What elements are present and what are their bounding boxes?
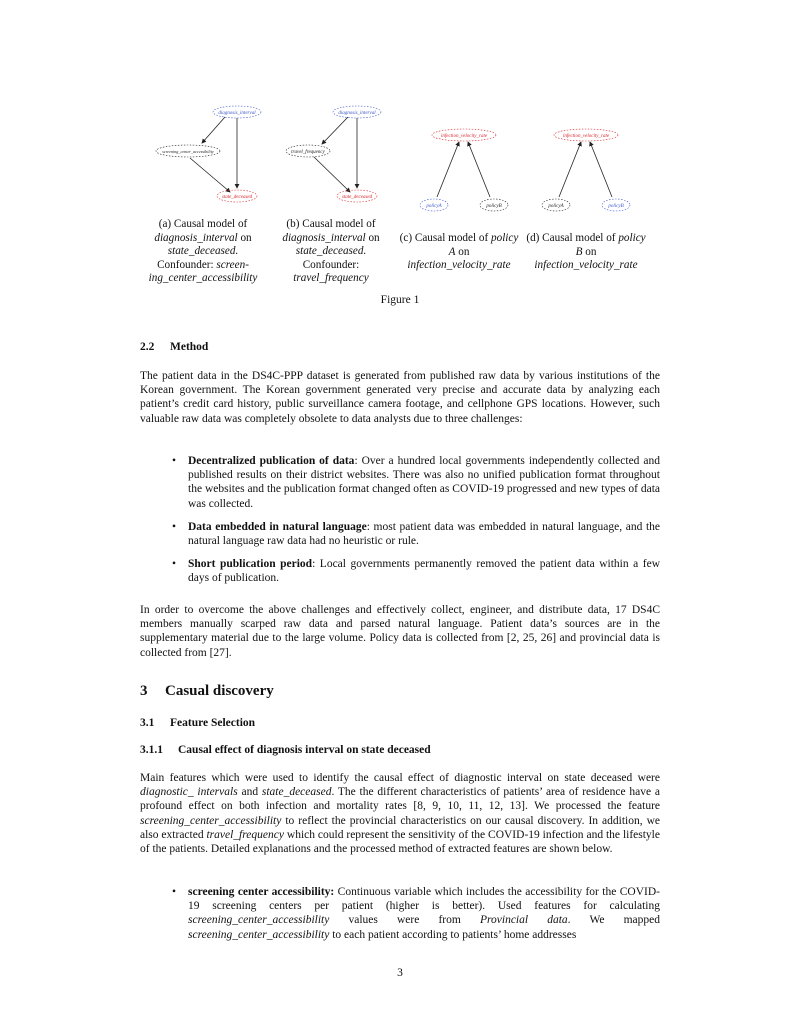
list-item (172, 520, 660, 548)
text-run: values were from (329, 914, 480, 927)
section-3-heading (140, 683, 274, 700)
section-3-1-heading (140, 717, 255, 729)
caption-d-line1 (522, 232, 650, 246)
section-number: 3.1 (140, 717, 155, 729)
text-run-italic: travel_frequency (206, 828, 284, 841)
caption-d-line2 (522, 246, 650, 260)
edge-left-top (559, 142, 581, 197)
challenge-list (172, 454, 660, 595)
node-left-label: screening_center_accessibility (162, 149, 214, 154)
diagram-d (534, 120, 644, 235)
section-number: 3.1.1 (140, 744, 163, 756)
caption-c-line2 (396, 246, 522, 260)
caption-b (276, 218, 386, 286)
text-run: and (237, 786, 262, 799)
caption-b-line2 (276, 232, 386, 246)
caption-d-line3: infection_velocity_rate (534, 259, 638, 272)
caption-c (396, 232, 522, 273)
node-bottom-label: state_deceased (221, 195, 253, 200)
caption-c-letter: A (448, 245, 456, 258)
node-top-label: diagnosis_interval (338, 111, 376, 116)
caption-d-letter: B (575, 245, 583, 258)
node-top-label: infection_velocity_rate (440, 134, 488, 139)
feature-list (172, 885, 660, 951)
caption-a-line2 (140, 232, 266, 246)
caption-d-prefix: (d) Causal model of (526, 232, 619, 244)
text-run: to each patient according to patients’ home addresses (329, 928, 577, 941)
section-title: Casual discovery (165, 683, 274, 699)
list-item (172, 454, 660, 511)
edge-left-top (202, 117, 225, 143)
bullet-bold: screening center accessibility: (188, 886, 335, 898)
section-title: Feature Selection (170, 717, 256, 729)
section-title: Method (170, 341, 209, 353)
edge-right-top (590, 142, 612, 197)
node-right-label: policyB (608, 204, 624, 209)
node-top-label: diagnosis_interval (218, 111, 256, 116)
edge-left-bottom (314, 157, 350, 192)
text-run: which could represent the sensitivity of the COVID-19 infection and the lifestyle of the patients. Detailed explanations and the processed method of extracted features are shown below. (140, 828, 660, 856)
text-run-italic: Provincial data (479, 914, 568, 927)
text-run-italic: screening_center_accessibility (140, 814, 282, 827)
text-run: to reflect the provincial characteristics on our causal discovery. In addition, we also extracted (140, 814, 660, 841)
diagram-b (280, 100, 400, 210)
caption-c-on: on (455, 245, 470, 258)
bullet-bold: Data embedded in natural language (188, 520, 367, 533)
caption-c-prefix: (c) Causal model of (399, 232, 491, 244)
node-left-label: policyA (426, 204, 442, 209)
caption-c-line3: infection_velocity_rate (407, 259, 511, 272)
node-left-label: travel_frequency (291, 150, 325, 155)
caption-b-line4: Confounder: (302, 258, 360, 271)
caption-a (140, 218, 266, 286)
edge-left-top (322, 117, 348, 144)
caption-a-line3: state_deceased. (167, 245, 239, 258)
caption-d-policy: policy (618, 232, 646, 244)
text-run-italic: screening_center_accessibility (188, 914, 330, 927)
caption-c-policy: policy (491, 232, 519, 244)
caption-a-line4 (140, 259, 266, 273)
diagram-a (150, 100, 270, 210)
diagram-b-svg (280, 100, 400, 210)
caption-a-on: on (237, 231, 252, 244)
caption-b-line1: (b) Causal model of (286, 218, 376, 230)
text-run: Continuous variable which includes the accessibility for the COVID-19 screening centers per patient (higher is better). Used features for calculating (188, 886, 660, 913)
bullet-text: : Over a hundred local governments independently collected and published results on their district websites. There was also no unified publication format throughout the websites and the publication format changed often as COVID-19 progressed and new types of data was collected. (188, 455, 660, 510)
bullet-dot: • (172, 558, 177, 571)
text-run: . We mapped (567, 914, 661, 927)
text-run: . The the different characteristics of patients’ area of residence have a profound effect on both infection and mortality rates [8, 9, 10, 11, 12, 13]. We processed the feature (140, 786, 660, 813)
edge-left-top (437, 142, 459, 197)
caption-c-line1 (396, 232, 522, 246)
caption-d (522, 232, 650, 273)
caption-a-screen: screen- (216, 258, 249, 271)
text-run: Main features which were used to identify the causal effect of diagnostic interval on state deceased were (140, 772, 660, 784)
bullet-text: : Local governments permanently removed the patient data within a few days of publication. (188, 558, 661, 585)
diagram-d-svg (534, 120, 644, 235)
caption-a-line1: (a) Causal model of (158, 218, 248, 230)
node-top-label: infection_velocity_rate (562, 134, 610, 139)
node-right-label: policyB (486, 204, 502, 209)
node-left-label: policyA (548, 204, 564, 209)
figure-title: Figure 1 (380, 294, 420, 306)
section-title: Causal effect of diagnosis interval on state deceased (178, 744, 431, 756)
section-2-2-closing: In order to overcome the above challenges and effectively collect, engineer, and distribute data, 17 DS4C members manually scarped raw data and parsed natural language. Patient data’s sources are in the supplementary material due to the large volume. Policy data is collected from [2, 25, 26] and provincial data is collected from [27]. (140, 604, 660, 659)
section-2-2-heading (140, 341, 208, 353)
bullet-dot: • (172, 520, 177, 533)
section-3-1-1-heading (140, 744, 431, 756)
caption-b-on: on (365, 231, 380, 244)
page-number: 3 (397, 967, 403, 979)
section-number: 3 (140, 683, 148, 699)
list-item (172, 885, 660, 942)
bullet-bold: Short publication period (188, 558, 313, 571)
caption-b-line3: state_deceased. (295, 245, 367, 258)
caption-b-var: diagnosis_interval (282, 231, 366, 244)
text-run-italic: state_deceased (261, 786, 332, 799)
list-item (172, 557, 660, 585)
diagram-c-svg (412, 120, 522, 235)
caption-a-line5: ing_center_accessibility (148, 272, 258, 285)
bullet-dot: • (172, 455, 177, 467)
text-run-italic: diagnostic_ intervals (140, 786, 238, 799)
diagram-c (412, 120, 522, 235)
caption-d-on: on (582, 245, 597, 258)
diagram-a-svg (150, 100, 270, 210)
bullet-dot: • (172, 886, 177, 898)
caption-b-line5: travel_frequency (293, 272, 369, 285)
edge-right-top (468, 142, 490, 197)
bullet-bold: Decentralized publication of data (188, 455, 355, 467)
bullet-text: : most patient data was embedded in natural language, and the natural language raw data had no heuristic or rule. (188, 520, 660, 548)
caption-a-confounder: Confounder: (157, 258, 217, 271)
section-2-2-intro: The patient data in the DS4C-PPP dataset is generated from published raw data by various institutions of the Korean government. The Korean government generated very precise and accurate data by analyzing each patient’s credit card history, public surveillance camera footage, and cellphone GPS locations. However, such valuable raw data was completely obsolete to data analysts due to three challenges: (140, 370, 660, 425)
node-bottom-label: state_deceased (341, 195, 373, 200)
text-run-italic: screening_center_accessibility (188, 928, 330, 941)
edge-left-bottom (190, 158, 230, 192)
section-number: 2.2 (140, 341, 155, 353)
section-3-1-1-paragraph (140, 771, 660, 856)
caption-a-var: diagnosis_interval (154, 231, 238, 244)
